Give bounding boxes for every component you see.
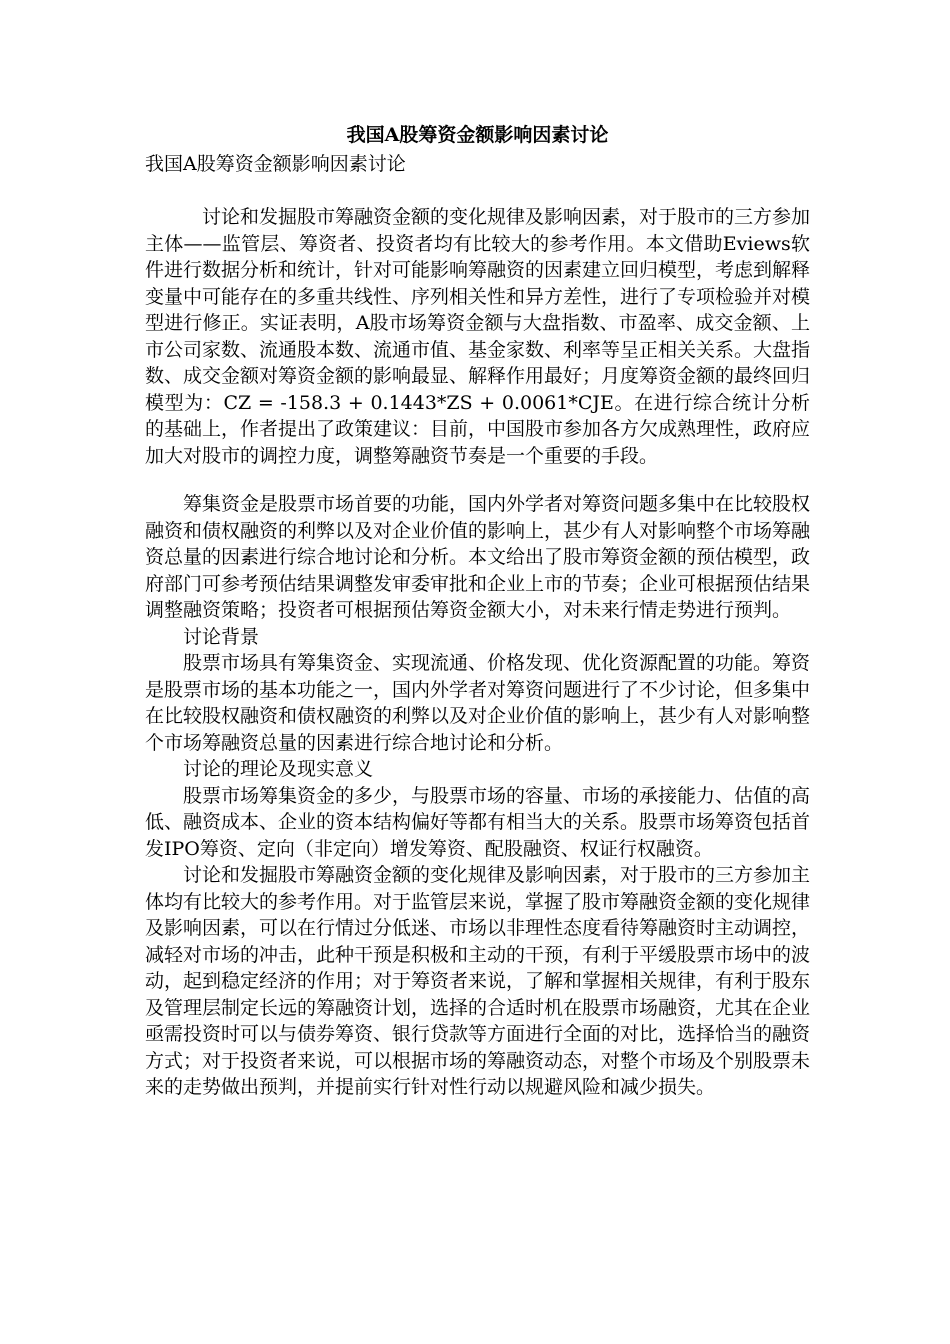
- section-heading-significance: 讨论的理论及现实意义: [183, 758, 374, 780]
- document-subtitle: 我国A股筹资金额影响因素讨论: [145, 153, 406, 175]
- section-heading-background: 讨论背景: [183, 625, 260, 648]
- spacer: [145, 178, 810, 204]
- document-title: 我国A股筹资金额影响因素讨论: [346, 124, 609, 146]
- spacer: [145, 469, 810, 491]
- intro-paragraph: 筹集资金是股票市场首要的功能，国内外学者对筹资问题多集中在比较股权融资和债权融资的利弊以及对企业价值的影响上，甚少有人对影响整个市场筹融资总量的因素进行综合地讨论和分析。本文给出了股市筹资金额的预估模型，政府部门可参考预估结果调整发审委审批和企业上市的节奏；企业可根据预估结果调整融资策略；投资者可根据预估筹资金额大小，对未来行情走势进行预判。: [145, 493, 811, 621]
- abstract-paragraph: 讨论和发掘股市筹融资金额的变化规律及影响因素，对于股市的三方参加主体——监管层、筹资者、投资者均有比较大的参考作用。本文借助Eviews软件进行数据分析和统计，针对可能影响筹融资的因素建立回归模型，考虑到解释变量中可能存在的多重共线性、序列相关性和异方差性，进行了专项检验并对模型进行修正。实证表明，A股市场筹资金额与大盘指数、市盈率、成交金额、上市公司家数、流通股本数、流通市值、基金家数、利率等呈正相关关系。大盘指数、成交金额对筹资金额的影响最显、解释作用最好；月度筹资金额的最终回归模型为：CZ = -158.3 + 0.1443*ZS + 0.0061*CJE。在进行综合统计分析的基础上，作者提出了政策建议：目前，中国股市参加各方欠成熟理性，政府应加大对股市的调控力度，调整筹融资节奏是一个重要的手段。: [145, 206, 811, 467]
- significance-paragraph-1: 股票市场筹集资金的多少，与股票市场的容量、市场的承接能力、估值的高低、融资成本、企业的资本结构偏好等都有相当大的关系。股票市场筹资包括首发IPO筹资、定向（非定向）增发筹资、配股融资、权证行权融资。: [145, 784, 811, 860]
- document-page: [145, 120, 810, 1101]
- background-paragraph: 股票市场具有筹集资金、实现流通、价格发现、优化资源配置的功能。筹资是股票市场的基本功能之一，国内外学者对筹资问题进行了不少讨论，但多集中在比较股权融资和债权融资的利弊以及对企业价值的影响上，甚少有人对影响整个市场筹融资总量的因素进行综合地讨论和分析。: [145, 652, 811, 754]
- significance-paragraph-2: 讨论和发掘股市筹融资金额的变化规律及影响因素，对于股市的三方参加主体均有比较大的参考作用。对于监管层来说，掌握了股市筹融资金额的变化规律及影响因素，可以在行情过分低迷、市场以非理性态度看待筹融资时主动调控，减轻对市场的冲击，此种干预是积极和主动的干预，有利于平缓股票市场中的波动，起到稳定经济的作用；对于筹资者来说，了解和掌握相关规律，有利于股东及管理层制定长远的筹融资计划，选择的合适时机在股票市场融资，尤其在企业亟需投资时可以与债券筹资、银行贷款等方面进行全面的对比，选择恰当的融资方式；对于投资者来说，可以根据市场的筹融资动态，对整个市场及个别股票未来的走势做出预判，并提前实行针对性行动以规避风险和减少损失。: [145, 864, 811, 1098]
